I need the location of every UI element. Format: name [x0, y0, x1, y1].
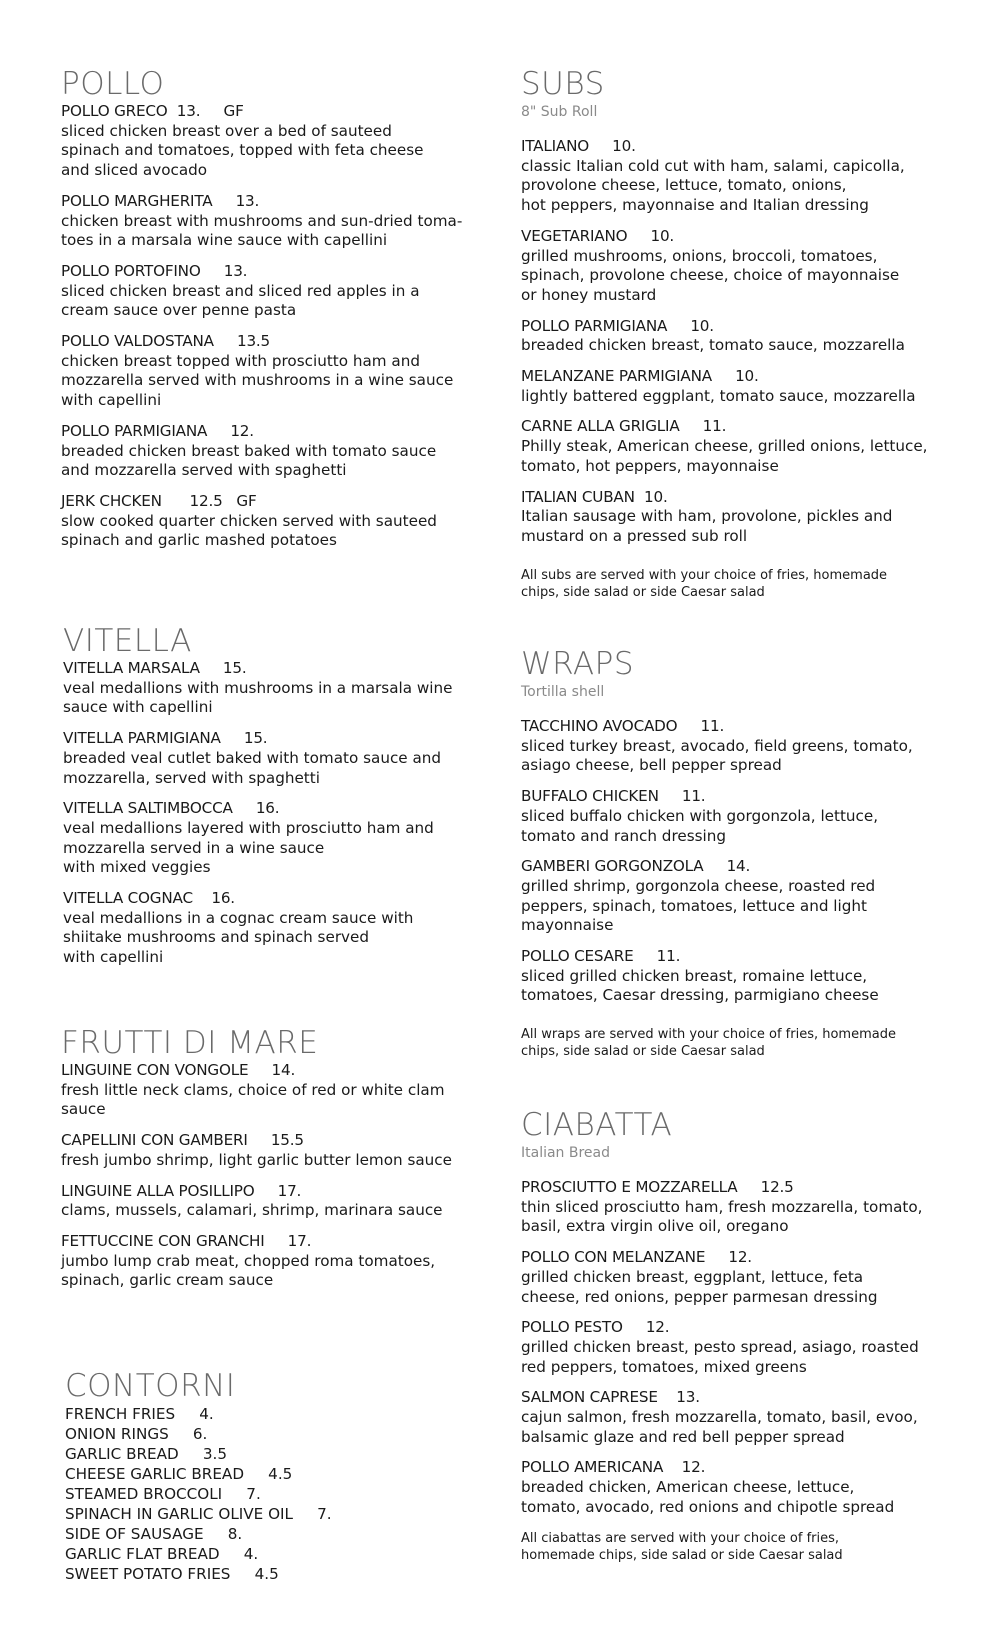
menu-item-name: VITELLA SALTIMBOCCA 16.	[63, 799, 280, 818]
wraps-section	[521, 646, 961, 1060]
menu-item-description: chicken breast topped with prosciutto ham and mozzarella served with mushrooms in a wine sauce with capellini	[61, 351, 454, 410]
section-title: WRAPS	[521, 646, 635, 682]
section-title: VITELLA	[63, 623, 192, 659]
pollo-items	[61, 102, 481, 551]
menu-item-name: GAMBERI GORGONZOLA 14.	[521, 857, 751, 876]
menu-item-name: POLLO CON MELANZANE 12.	[521, 1248, 752, 1267]
menu-item-name: MELANZANE PARMIGIANA 10.	[521, 367, 759, 386]
subs-items	[521, 137, 961, 547]
menu-item	[521, 317, 961, 356]
menu-item-name: ITALIANO 10.	[521, 137, 636, 155]
side-item: SIDE OF SAUSAGE 8.	[65, 1525, 243, 1543]
menu-item-description: clams, mussels, calamari, shrimp, marinara sauce	[61, 1201, 443, 1220]
ciabatta-section	[521, 1107, 961, 1564]
side-item: GARLIC BREAD 3.5	[65, 1445, 228, 1463]
section-subtitle: 8" Sub Roll	[521, 104, 598, 120]
menu-item-name: POLLO VALDOSTANA 13.5	[61, 332, 271, 351]
menu-item-name: VITELLA PARMIGIANA 15.	[63, 729, 268, 748]
menu-item	[61, 1182, 481, 1221]
menu-item-name: POLLO PARMIGIANA 12.	[61, 421, 254, 440]
menu-item-description: thin sliced prosciutto ham, fresh mozzarella, tomato, basil, extra virgin olive oil, oregano	[521, 1197, 923, 1236]
menu-item-description: cajun salmon, fresh mozzarella, tomato, basil, evoo, balsamic glaze and red bell pepper spread	[521, 1408, 918, 1446]
menu-item	[521, 1248, 961, 1307]
frutti-section	[61, 1025, 481, 1291]
section-title: CONTORNI	[65, 1368, 236, 1404]
menu-item-name: SALMON CAPRESE 13.	[521, 1388, 700, 1407]
side-item: SPINACH IN GARLIC OLIVE OIL 7.	[65, 1505, 332, 1523]
menu-item	[61, 422, 481, 481]
menu-item	[61, 262, 481, 321]
menu-item-description: grilled mushrooms, onions, broccoli, tomatoes, spinach, provolone cheese, choice of mayonnaise or honey mustard	[521, 246, 900, 304]
menu-item	[521, 417, 961, 476]
menu-item	[63, 659, 483, 718]
menu-item	[61, 1131, 481, 1170]
menu-item-name: VEGETARIANO 10.	[521, 226, 675, 245]
menu-item	[521, 1178, 961, 1237]
vitella-section	[63, 623, 483, 968]
menu-item-name: FETTUCCINE CON GRANCHI 17.	[61, 1231, 312, 1250]
menu-item-description: sliced chicken breast over a bed of sauteed spinach and tomatoes, topped with feta cheese and sliced avocado	[61, 121, 424, 180]
menu-item-description: Italian sausage with ham, provolone, pickles and mustard on a pressed sub roll	[521, 507, 893, 545]
menu-item-description: fresh jumbo shrimp, light garlic butter lemon sauce	[61, 1150, 452, 1169]
side-item: GARLIC FLAT BREAD 4.	[65, 1545, 259, 1563]
section-title: FRUTTI DI MARE	[61, 1025, 319, 1061]
ciabatta-items	[521, 1178, 961, 1518]
menu-item-description: grilled chicken breast, eggplant, lettuce, feta cheese, red onions, pepper parmesan dressing	[521, 1267, 878, 1306]
menu-item	[521, 1458, 961, 1517]
menu-item-description: fresh little neck clams, choice of red or white clam sauce	[61, 1080, 445, 1119]
section-subtitle: Tortilla shell	[521, 684, 605, 700]
section-note: All wraps are served with your choice of fries, homemade chips, side salad or side Caesar salad	[521, 1027, 896, 1060]
menu-item	[521, 227, 961, 306]
menu-item-description: sliced grilled chicken breast, romaine lettuce, tomatoes, Caesar dressing, parmigiano cheese	[521, 966, 879, 1005]
frutti-items	[61, 1061, 481, 1291]
section-note: All subs are served with your choice of fries, homemade chips, side salad or side Caesar salad	[521, 567, 888, 600]
menu-item-name: PROSCIUTTO E MOZZARELLA 12.5	[521, 1178, 794, 1196]
menu-item-description: grilled shrimp, gorgonzola cheese, roasted red peppers, spinach, tomatoes, lettuce and light mayonnaise	[521, 876, 876, 935]
menu-item-description: slow cooked quarter chicken served with sauteed spinach and garlic mashed potatoes	[61, 511, 437, 550]
menu-item-description: sliced buffalo chicken with gorgonzola, lettuce, tomato and ranch dressing	[521, 806, 879, 845]
menu-item	[61, 332, 481, 411]
menu-item	[61, 1232, 481, 1291]
menu-item-description: veal medallions in a cognac cream sauce with shiitake mushrooms and spinach served with capellini	[63, 908, 414, 967]
contorni-items	[65, 1404, 485, 1584]
menu-item	[63, 889, 483, 968]
menu-item	[61, 192, 481, 251]
menu-item-description: grilled chicken breast, pesto spread, asiago, roasted red peppers, tomatoes, mixed greens	[521, 1337, 919, 1376]
menu-item	[521, 947, 961, 1006]
menu-item-name: BUFFALO CHICKEN 11.	[521, 787, 706, 806]
menu-item-name: TACCHINO AVOCADO 11.	[521, 717, 725, 735]
menu-item	[63, 729, 483, 788]
menu-item	[521, 137, 961, 216]
pollo-section	[61, 66, 481, 551]
wraps-items	[521, 717, 961, 1006]
menu-item-description: breaded chicken, American cheese, lettuce, tomato, avocado, red onions and chipotle spread	[521, 1478, 895, 1516]
menu-item-name: ITALIAN CUBAN 10.	[521, 487, 668, 506]
menu-item	[521, 1318, 961, 1377]
menu-item-description: breaded veal cutlet baked with tomato sauce and mozzarella, served with spaghetti	[63, 748, 442, 787]
menu-item-name: CAPELLINI CON GAMBERI 15.5	[61, 1131, 304, 1150]
menu-item	[521, 488, 961, 547]
menu-item	[61, 492, 481, 551]
menu-item-name: CARNE ALLA GRIGLIA 11.	[521, 417, 727, 436]
side-item: CHEESE GARLIC BREAD 4.5	[65, 1465, 293, 1483]
menu-item-name: VITELLA COGNAC 16.	[63, 889, 235, 908]
menu-item-description: lightly battered eggplant, tomato sauce, mozzarella	[521, 386, 916, 405]
menu-item	[61, 1061, 481, 1120]
menu-item-description: sliced chicken breast and sliced red apples in a cream sauce over penne pasta	[61, 281, 420, 320]
side-item: ONION RINGS 6.	[65, 1425, 208, 1443]
menu-item-description: veal medallions layered with prosciutto ham and mozzarella served in a wine sauce with mixed veggies	[63, 818, 434, 877]
menu-item	[61, 102, 481, 181]
menu-item-name: POLLO CESARE 11.	[521, 947, 681, 966]
menu-item	[63, 799, 483, 878]
menu-item-description: classic Italian cold cut with ham, salami, capicolla, provolone cheese, lettuce, tomato, onions, hot peppers, mayonnaise and Italian dressing	[521, 156, 905, 215]
menu-item-name: JERK CHCKEN 12.5 GF	[61, 491, 257, 510]
section-title: POLLO	[61, 66, 165, 102]
side-item: FRENCH FRIES 4.	[65, 1405, 214, 1423]
menu-item-description: breaded chicken breast, tomato sauce, mozzarella	[521, 336, 905, 355]
menu-item-name: POLLO GRECO 13. GF	[61, 102, 244, 120]
menu-item-name: LINGUINE ALLA POSILLIPO 17.	[61, 1181, 302, 1200]
menu-item-description: veal medallions with mushrooms in a marsala wine sauce with capellini	[63, 678, 453, 717]
side-item: STEAMED BROCCOLI 7.	[65, 1485, 261, 1503]
menu-item-description: breaded chicken breast baked with tomato sauce and mozzarella served with spaghetti	[61, 441, 437, 480]
menu-item	[521, 717, 961, 776]
menu-item	[521, 787, 961, 846]
menu-item-description: Philly steak, American cheese, grilled onions, lettuce, tomato, hot peppers, mayonnaise	[521, 437, 928, 475]
menu-item-name: LINGUINE CON VONGOLE 14.	[61, 1061, 296, 1079]
menu-item-description: jumbo lump crab meat, chopped roma tomatoes, spinach, garlic cream sauce	[61, 1251, 436, 1290]
contorni-section	[65, 1368, 485, 1584]
menu-item	[521, 1388, 961, 1447]
menu-item-name: POLLO PESTO 12.	[521, 1318, 670, 1337]
menu-item	[521, 857, 961, 936]
menu-item-name: POLLO PARMIGIANA 10.	[521, 316, 714, 335]
menu-item-name: VITELLA MARSALA 15.	[63, 659, 247, 677]
menu-item-name: POLLO AMERICANA 12.	[521, 1458, 706, 1477]
section-title: CIABATTA	[521, 1107, 673, 1143]
vitella-items	[63, 659, 483, 968]
menu-item-description: chicken breast with mushrooms and sun-dried toma- toes in a marsala wine sauce with capellini	[61, 211, 463, 250]
subs-section	[521, 66, 961, 601]
menu-item	[521, 367, 961, 406]
menu-item-description: sliced turkey breast, avocado, field greens, tomato, asiago cheese, bell pepper spread	[521, 736, 913, 775]
menu-item-name: POLLO MARGHERITA 13.	[61, 191, 260, 210]
section-subtitle: Italian Bread	[521, 1145, 611, 1161]
section-title: SUBS	[521, 66, 605, 102]
side-item: SWEET POTATO FRIES 4.5	[65, 1565, 279, 1583]
menu-item-name: POLLO PORTOFINO 13.	[61, 261, 248, 280]
section-note: All ciabattas are served with your choice of fries, homemade chips, side salad or side Caesar salad	[521, 1530, 843, 1563]
